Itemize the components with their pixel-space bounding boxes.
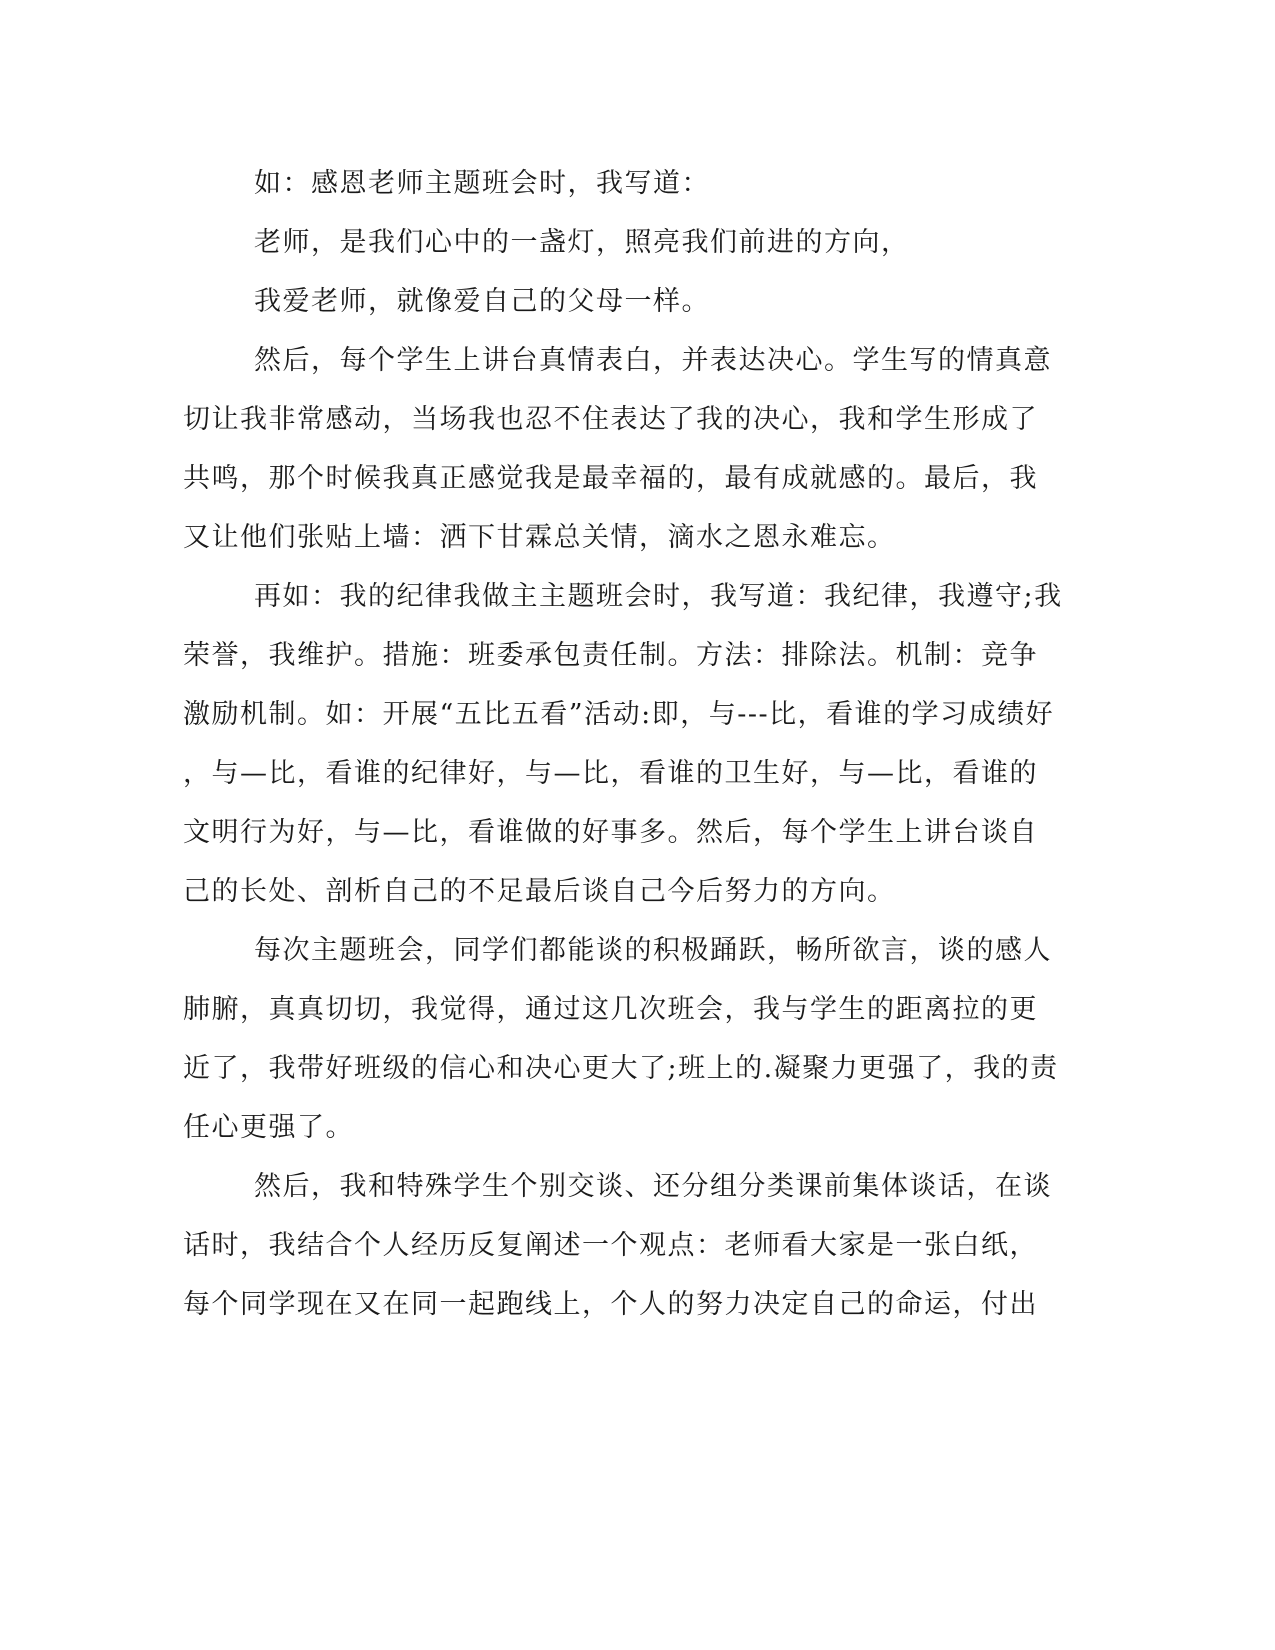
text-line: 切让我非常感动，当场我也忍不住表达了我的决心，我和学生形成了 <box>183 404 1038 435</box>
text-line: 然后，每个学生上讲台真情表白，并表达决心。学生写的情真意 <box>254 345 1052 376</box>
text-line: 任心更强了。 <box>183 1112 354 1143</box>
body-text <box>183 160 1063 1340</box>
text-line: ，与—比，看谁的纪律好，与—比，看谁的卫生好，与—比，看谁的 <box>183 758 1038 789</box>
text-line: 我爱老师，就像爱自己的父母一样。 <box>254 286 710 317</box>
text-line: 近了，我带好班级的信心和决心更大了;班上的.凝聚力更强了，我的责 <box>183 1053 1059 1084</box>
text-line: 每次主题班会，同学们都能谈的积极踊跃，畅所欲言，谈的感人 <box>254 935 1052 966</box>
text-line: 然后，我和特殊学生个别交谈、还分组分类课前集体谈话，在谈 <box>254 1171 1052 1202</box>
text-line: 话时，我结合个人经历反复阐述一个观点：老师看大家是一张白纸， <box>183 1230 1038 1261</box>
text-line: 如：感恩老师主题班会时，我写道： <box>254 168 710 199</box>
text-line: 老师，是我们心中的一盏灯，照亮我们前进的方向， <box>254 227 910 258</box>
text-line: 共鸣，那个时候我真正感觉我是最幸福的，最有成就感的。最后，我 <box>183 463 1038 494</box>
text-line: 每个同学现在又在同一起跑线上，个人的努力决定自己的命运，付出 <box>183 1289 1038 1320</box>
text-line: 文明行为好，与—比，看谁做的好事多。然后，每个学生上讲台谈自 <box>183 817 1038 848</box>
text-line: 荣誉，我维护。措施：班委承包责任制。方法：排除法。机制：竞争 <box>183 640 1038 671</box>
text-line: 再如：我的纪律我做主主题班会时，我写道：我纪律，我遵守;我 <box>254 581 1063 612</box>
text-line: 肺腑，真真切切，我觉得，通过这几次班会，我与学生的距离拉的更 <box>183 994 1038 1025</box>
text-line: 又让他们张贴上墙：洒下甘霖总关情，滴水之恩永难忘。 <box>183 522 896 553</box>
text-line: 激励机制。如：开展“五比五看”活动:即，与---比，看谁的学习成绩好 <box>183 699 1055 730</box>
text-line: 己的长处、剖析自己的不足最后谈自己今后努力的方向。 <box>183 876 896 907</box>
